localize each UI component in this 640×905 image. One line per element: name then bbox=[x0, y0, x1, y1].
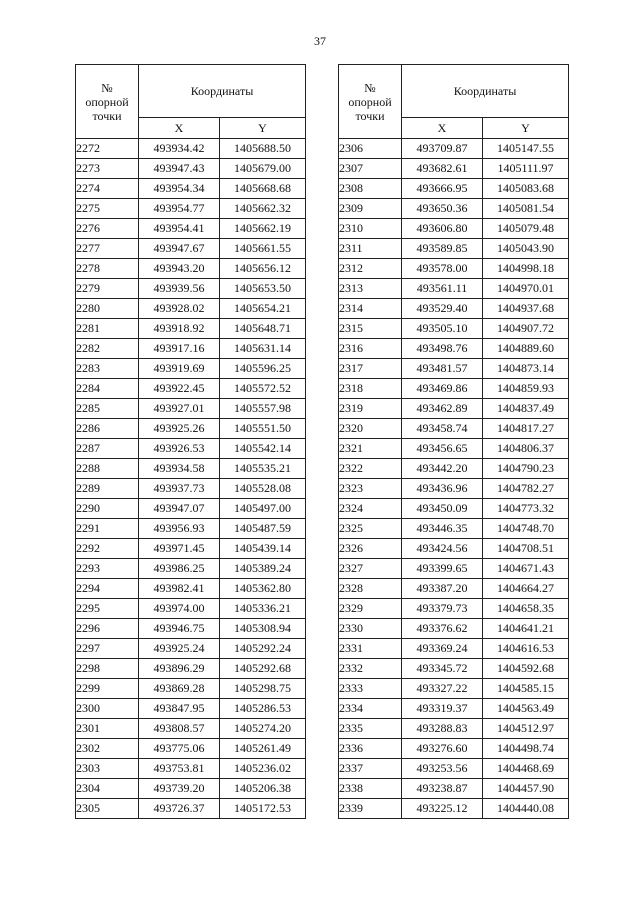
y-coordinate-cell: 1404498.74 bbox=[483, 739, 569, 759]
y-coordinate-cell: 1405648.71 bbox=[220, 319, 306, 339]
point-number-cell: 2298 bbox=[76, 659, 139, 679]
number-sign: № bbox=[101, 80, 113, 95]
y-coordinate-cell: 1405308.94 bbox=[220, 619, 306, 639]
y-coordinate-cell: 1404664.27 bbox=[483, 579, 569, 599]
x-coordinate-cell: 493954.34 bbox=[139, 179, 220, 199]
x-coordinate-cell: 493253.56 bbox=[402, 759, 483, 779]
x-coordinate-cell: 493682.61 bbox=[402, 159, 483, 179]
table-row bbox=[76, 539, 306, 559]
point-number-cell: 2307 bbox=[339, 159, 402, 179]
point-number-cell: 2272 bbox=[76, 139, 139, 159]
x-coordinate-cell: 493927.01 bbox=[139, 399, 220, 419]
y-coordinate-cell: 1405661.55 bbox=[220, 239, 306, 259]
y-coordinate-cell: 1404970.01 bbox=[483, 279, 569, 299]
point-number-cell: 2280 bbox=[76, 299, 139, 319]
table-row bbox=[339, 599, 569, 619]
coordinates-header: Координаты bbox=[139, 65, 306, 118]
x-coordinate-cell: 493896.29 bbox=[139, 659, 220, 679]
table-row bbox=[339, 199, 569, 219]
x-coordinate-cell: 493934.42 bbox=[139, 139, 220, 159]
point-number-cell: 2322 bbox=[339, 459, 402, 479]
y-coordinate-cell: 1405535.21 bbox=[220, 459, 306, 479]
point-number-cell: 2324 bbox=[339, 499, 402, 519]
y-coordinate-cell: 1405336.21 bbox=[220, 599, 306, 619]
table-row bbox=[76, 379, 306, 399]
table-row bbox=[76, 339, 306, 359]
y-coordinate-cell: 1405079.48 bbox=[483, 219, 569, 239]
y-coordinate-cell: 1404817.27 bbox=[483, 419, 569, 439]
x-coordinate-cell: 493442.20 bbox=[402, 459, 483, 479]
y-header: Y bbox=[220, 118, 306, 139]
table-row bbox=[339, 359, 569, 379]
table-row bbox=[76, 619, 306, 639]
y-coordinate-cell: 1405083.68 bbox=[483, 179, 569, 199]
point-number-cell: 2279 bbox=[76, 279, 139, 299]
x-coordinate-cell: 493456.65 bbox=[402, 439, 483, 459]
x-coordinate-cell: 493379.73 bbox=[402, 599, 483, 619]
x-coordinate-cell: 493971.45 bbox=[139, 539, 220, 559]
x-coordinate-cell: 493469.86 bbox=[402, 379, 483, 399]
x-coordinate-cell: 493946.75 bbox=[139, 619, 220, 639]
y-coordinate-cell: 1404937.68 bbox=[483, 299, 569, 319]
x-coordinate-cell: 493589.85 bbox=[402, 239, 483, 259]
x-coordinate-cell: 493847.95 bbox=[139, 699, 220, 719]
x-coordinate-cell: 493869.28 bbox=[139, 679, 220, 699]
table-row bbox=[339, 659, 569, 679]
table-row bbox=[76, 579, 306, 599]
point-number-cell: 2301 bbox=[76, 719, 139, 739]
y-coordinate-cell: 1405497.00 bbox=[220, 499, 306, 519]
x-coordinate-cell: 493919.69 bbox=[139, 359, 220, 379]
point-number-cell: 2308 bbox=[339, 179, 402, 199]
number-sign: № bbox=[364, 80, 376, 95]
x-coordinate-cell: 493578.00 bbox=[402, 259, 483, 279]
x-coordinate-cell: 493606.80 bbox=[402, 219, 483, 239]
x-coordinate-cell: 493925.24 bbox=[139, 639, 220, 659]
point-number-cell: 2335 bbox=[339, 719, 402, 739]
point-number-cell: 2313 bbox=[339, 279, 402, 299]
y-coordinate-cell: 1404563.49 bbox=[483, 699, 569, 719]
point-number-cell: 2295 bbox=[76, 599, 139, 619]
y-coordinate-cell: 1405656.12 bbox=[220, 259, 306, 279]
y-coordinate-cell: 1405292.68 bbox=[220, 659, 306, 679]
point-number-header bbox=[76, 65, 139, 139]
x-coordinate-cell: 493922.45 bbox=[139, 379, 220, 399]
y-coordinate-cell: 1405362.80 bbox=[220, 579, 306, 599]
point-number-cell: 2338 bbox=[339, 779, 402, 799]
point-number-cell: 2315 bbox=[339, 319, 402, 339]
y-coordinate-cell: 1405542.14 bbox=[220, 439, 306, 459]
table-row bbox=[76, 199, 306, 219]
x-coordinate-cell: 493446.35 bbox=[402, 519, 483, 539]
x-coordinate-cell: 493666.95 bbox=[402, 179, 483, 199]
point-number-cell: 2316 bbox=[339, 339, 402, 359]
table-row bbox=[339, 759, 569, 779]
table-row bbox=[76, 159, 306, 179]
y-coordinate-cell: 1405662.19 bbox=[220, 219, 306, 239]
y-coordinate-cell: 1405662.32 bbox=[220, 199, 306, 219]
table-row bbox=[76, 719, 306, 739]
table-row bbox=[76, 779, 306, 799]
point-number-cell: 2311 bbox=[339, 239, 402, 259]
x-coordinate-cell: 493376.62 bbox=[402, 619, 483, 639]
table-row bbox=[339, 139, 569, 159]
y-coordinate-cell: 1404440.08 bbox=[483, 799, 569, 819]
x-coordinate-cell: 493387.20 bbox=[402, 579, 483, 599]
table-row bbox=[76, 419, 306, 439]
point-number-cell: 2330 bbox=[339, 619, 402, 639]
x-coordinate-cell: 493926.53 bbox=[139, 439, 220, 459]
point-number-cell: 2309 bbox=[339, 199, 402, 219]
point-number-cell: 2320 bbox=[339, 419, 402, 439]
y-coordinate-cell: 1405043.90 bbox=[483, 239, 569, 259]
x-coordinate-cell: 493934.58 bbox=[139, 459, 220, 479]
point-number-cell: 2287 bbox=[76, 439, 139, 459]
x-coordinate-cell: 493947.67 bbox=[139, 239, 220, 259]
table-row bbox=[339, 699, 569, 719]
point-number-cell: 2294 bbox=[76, 579, 139, 599]
x-coordinate-cell: 493937.73 bbox=[139, 479, 220, 499]
y-coordinate-cell: 1405551.50 bbox=[220, 419, 306, 439]
y-coordinate-cell: 1405679.00 bbox=[220, 159, 306, 179]
point-number-cell: 2303 bbox=[76, 759, 139, 779]
table-row bbox=[339, 739, 569, 759]
table-row bbox=[339, 499, 569, 519]
point-number-cell: 2327 bbox=[339, 559, 402, 579]
y-coordinate-cell: 1405596.25 bbox=[220, 359, 306, 379]
y-coordinate-cell: 1404671.43 bbox=[483, 559, 569, 579]
x-coordinate-cell: 493947.07 bbox=[139, 499, 220, 519]
x-coordinate-cell: 493739.20 bbox=[139, 779, 220, 799]
y-coordinate-cell: 1404790.23 bbox=[483, 459, 569, 479]
x-coordinate-cell: 493808.57 bbox=[139, 719, 220, 739]
x-coordinate-cell: 493462.89 bbox=[402, 399, 483, 419]
table-row bbox=[76, 259, 306, 279]
y-coordinate-cell: 1404782.27 bbox=[483, 479, 569, 499]
point-number-cell: 2300 bbox=[76, 699, 139, 719]
table-row bbox=[339, 219, 569, 239]
points-word: точки bbox=[92, 108, 122, 123]
table-row bbox=[76, 659, 306, 679]
y-coordinate-cell: 1405439.14 bbox=[220, 539, 306, 559]
table-row bbox=[339, 719, 569, 739]
x-coordinate-cell: 493974.00 bbox=[139, 599, 220, 619]
table-row bbox=[339, 419, 569, 439]
x-coordinate-cell: 493917.16 bbox=[139, 339, 220, 359]
x-coordinate-cell: 493424.56 bbox=[402, 539, 483, 559]
x-coordinate-cell: 493982.41 bbox=[139, 579, 220, 599]
table-row bbox=[76, 399, 306, 419]
y-coordinate-cell: 1405298.75 bbox=[220, 679, 306, 699]
table-row bbox=[339, 159, 569, 179]
point-number-cell: 2334 bbox=[339, 699, 402, 719]
x-coordinate-cell: 493458.74 bbox=[402, 419, 483, 439]
point-number-cell: 2323 bbox=[339, 479, 402, 499]
table-row bbox=[76, 639, 306, 659]
y-coordinate-cell: 1404837.49 bbox=[483, 399, 569, 419]
x-coordinate-cell: 493956.93 bbox=[139, 519, 220, 539]
point-number-cell: 2319 bbox=[339, 399, 402, 419]
x-coordinate-cell: 493369.24 bbox=[402, 639, 483, 659]
table-row bbox=[76, 759, 306, 779]
x-coordinate-cell: 493943.20 bbox=[139, 259, 220, 279]
x-coordinate-cell: 493561.11 bbox=[402, 279, 483, 299]
x-coordinate-cell: 493319.37 bbox=[402, 699, 483, 719]
x-coordinate-cell: 493726.37 bbox=[139, 799, 220, 819]
table-row bbox=[76, 599, 306, 619]
coordinates-table-right bbox=[338, 64, 569, 819]
table-row bbox=[76, 519, 306, 539]
x-coordinate-cell: 493753.81 bbox=[139, 759, 220, 779]
table-row bbox=[76, 479, 306, 499]
points-word: точки bbox=[355, 108, 385, 123]
point-number-cell: 2283 bbox=[76, 359, 139, 379]
y-coordinate-cell: 1404806.37 bbox=[483, 439, 569, 459]
point-number-cell: 2291 bbox=[76, 519, 139, 539]
point-number-cell: 2296 bbox=[76, 619, 139, 639]
table-row bbox=[339, 619, 569, 639]
point-number-cell: 2282 bbox=[76, 339, 139, 359]
table-row bbox=[76, 219, 306, 239]
point-number-cell: 2286 bbox=[76, 419, 139, 439]
y-coordinate-cell: 1404457.90 bbox=[483, 779, 569, 799]
coordinates-table-left bbox=[75, 64, 306, 819]
point-number-cell: 2288 bbox=[76, 459, 139, 479]
x-coordinate-cell: 493947.43 bbox=[139, 159, 220, 179]
x-coordinate-cell: 493939.56 bbox=[139, 279, 220, 299]
table-row bbox=[76, 739, 306, 759]
point-number-cell: 2333 bbox=[339, 679, 402, 699]
table-row bbox=[76, 279, 306, 299]
point-number-cell: 2290 bbox=[76, 499, 139, 519]
y-coordinate-cell: 1405389.24 bbox=[220, 559, 306, 579]
y-coordinate-cell: 1405487.59 bbox=[220, 519, 306, 539]
point-number-cell: 2306 bbox=[339, 139, 402, 159]
point-number-cell: 2310 bbox=[339, 219, 402, 239]
table-row bbox=[339, 579, 569, 599]
x-coordinate-cell: 493709.87 bbox=[402, 139, 483, 159]
y-coordinate-cell: 1404592.68 bbox=[483, 659, 569, 679]
y-coordinate-cell: 1405631.14 bbox=[220, 339, 306, 359]
x-coordinate-cell: 493276.60 bbox=[402, 739, 483, 759]
point-number-cell: 2289 bbox=[76, 479, 139, 499]
x-coordinate-cell: 493529.40 bbox=[402, 299, 483, 319]
point-number-cell: 2293 bbox=[76, 559, 139, 579]
point-number-cell: 2277 bbox=[76, 239, 139, 259]
x-coordinate-cell: 493481.57 bbox=[402, 359, 483, 379]
table-row bbox=[339, 399, 569, 419]
point-number-cell: 2281 bbox=[76, 319, 139, 339]
table-row bbox=[339, 799, 569, 819]
point-number-cell: 2321 bbox=[339, 439, 402, 459]
x-coordinate-cell: 493986.25 bbox=[139, 559, 220, 579]
point-number-cell: 2302 bbox=[76, 739, 139, 759]
table-row bbox=[76, 799, 306, 819]
table-row bbox=[76, 499, 306, 519]
table-row bbox=[339, 519, 569, 539]
point-number-cell: 2275 bbox=[76, 199, 139, 219]
table-row bbox=[339, 559, 569, 579]
x-coordinate-cell: 493238.87 bbox=[402, 779, 483, 799]
point-number-cell: 2314 bbox=[339, 299, 402, 319]
x-coordinate-cell: 493505.10 bbox=[402, 319, 483, 339]
table-row bbox=[339, 439, 569, 459]
x-header: X bbox=[139, 118, 220, 139]
y-coordinate-cell: 1405147.55 bbox=[483, 139, 569, 159]
y-coordinate-cell: 1405668.68 bbox=[220, 179, 306, 199]
point-number-cell: 2317 bbox=[339, 359, 402, 379]
x-coordinate-cell: 493288.83 bbox=[402, 719, 483, 739]
table-row bbox=[76, 439, 306, 459]
y-coordinate-cell: 1404658.35 bbox=[483, 599, 569, 619]
point-number-cell: 2325 bbox=[339, 519, 402, 539]
table-row bbox=[339, 479, 569, 499]
x-coordinate-cell: 493925.26 bbox=[139, 419, 220, 439]
table-row bbox=[339, 239, 569, 259]
y-coordinate-cell: 1404512.97 bbox=[483, 719, 569, 739]
x-coordinate-cell: 493225.12 bbox=[402, 799, 483, 819]
x-coordinate-cell: 493498.76 bbox=[402, 339, 483, 359]
y-coordinate-cell: 1405286.53 bbox=[220, 699, 306, 719]
table-row bbox=[339, 539, 569, 559]
y-coordinate-cell: 1405557.98 bbox=[220, 399, 306, 419]
x-coordinate-cell: 493436.96 bbox=[402, 479, 483, 499]
y-coordinate-cell: 1405206.38 bbox=[220, 779, 306, 799]
x-coordinate-cell: 493954.77 bbox=[139, 199, 220, 219]
coordinates-header: Координаты bbox=[402, 65, 569, 118]
table-row bbox=[76, 679, 306, 699]
y-coordinate-cell: 1404708.51 bbox=[483, 539, 569, 559]
point-word: опорной bbox=[348, 94, 392, 109]
point-number-cell: 2304 bbox=[76, 779, 139, 799]
table-row bbox=[76, 559, 306, 579]
x-coordinate-cell: 493327.22 bbox=[402, 679, 483, 699]
point-number-cell: 2337 bbox=[339, 759, 402, 779]
point-number-cell: 2278 bbox=[76, 259, 139, 279]
point-number-cell: 2332 bbox=[339, 659, 402, 679]
page-number: 37 bbox=[314, 34, 326, 48]
table-row bbox=[339, 679, 569, 699]
point-number-cell: 2299 bbox=[76, 679, 139, 699]
point-number-cell: 2329 bbox=[339, 599, 402, 619]
x-coordinate-cell: 493928.02 bbox=[139, 299, 220, 319]
table-row bbox=[339, 279, 569, 299]
table-row bbox=[76, 459, 306, 479]
table-row bbox=[339, 459, 569, 479]
x-coordinate-cell: 493345.72 bbox=[402, 659, 483, 679]
y-coordinate-cell: 1405572.52 bbox=[220, 379, 306, 399]
y-coordinate-cell: 1405653.50 bbox=[220, 279, 306, 299]
table-row bbox=[339, 299, 569, 319]
x-coordinate-cell: 493650.36 bbox=[402, 199, 483, 219]
y-coordinate-cell: 1404859.93 bbox=[483, 379, 569, 399]
table-row bbox=[339, 259, 569, 279]
table-row bbox=[339, 779, 569, 799]
y-coordinate-cell: 1404889.60 bbox=[483, 339, 569, 359]
table-row bbox=[76, 239, 306, 259]
x-coordinate-cell: 493450.09 bbox=[402, 499, 483, 519]
table-row bbox=[76, 359, 306, 379]
y-coordinate-cell: 1404616.53 bbox=[483, 639, 569, 659]
table-row bbox=[76, 299, 306, 319]
point-number-cell: 2305 bbox=[76, 799, 139, 819]
y-coordinate-cell: 1405688.50 bbox=[220, 139, 306, 159]
point-number-cell: 2276 bbox=[76, 219, 139, 239]
point-number-cell: 2297 bbox=[76, 639, 139, 659]
table-row bbox=[76, 179, 306, 199]
y-coordinate-cell: 1404748.70 bbox=[483, 519, 569, 539]
point-word: опорной bbox=[85, 94, 129, 109]
y-coordinate-cell: 1404773.32 bbox=[483, 499, 569, 519]
point-number-header bbox=[339, 65, 402, 139]
point-number-cell: 2331 bbox=[339, 639, 402, 659]
table-row bbox=[76, 699, 306, 719]
table-row bbox=[76, 319, 306, 339]
y-coordinate-cell: 1404641.21 bbox=[483, 619, 569, 639]
x-header: X bbox=[402, 118, 483, 139]
y-coordinate-cell: 1405292.24 bbox=[220, 639, 306, 659]
table-row bbox=[339, 339, 569, 359]
x-coordinate-cell: 493918.92 bbox=[139, 319, 220, 339]
table-row bbox=[339, 639, 569, 659]
y-coordinate-cell: 1405654.21 bbox=[220, 299, 306, 319]
table-row bbox=[76, 139, 306, 159]
y-header: Y bbox=[483, 118, 569, 139]
y-coordinate-cell: 1405261.49 bbox=[220, 739, 306, 759]
point-number-cell: 2274 bbox=[76, 179, 139, 199]
point-number-cell: 2326 bbox=[339, 539, 402, 559]
point-number-cell: 2292 bbox=[76, 539, 139, 559]
point-number-cell: 2284 bbox=[76, 379, 139, 399]
point-number-cell: 2339 bbox=[339, 799, 402, 819]
x-coordinate-cell: 493775.06 bbox=[139, 739, 220, 759]
y-coordinate-cell: 1404998.18 bbox=[483, 259, 569, 279]
y-coordinate-cell: 1405528.08 bbox=[220, 479, 306, 499]
point-number-cell: 2285 bbox=[76, 399, 139, 419]
point-number-cell: 2273 bbox=[76, 159, 139, 179]
x-coordinate-cell: 493954.41 bbox=[139, 219, 220, 239]
y-coordinate-cell: 1405274.20 bbox=[220, 719, 306, 739]
point-number-cell: 2318 bbox=[339, 379, 402, 399]
point-number-cell: 2336 bbox=[339, 739, 402, 759]
y-coordinate-cell: 1405172.53 bbox=[220, 799, 306, 819]
y-coordinate-cell: 1404468.69 bbox=[483, 759, 569, 779]
y-coordinate-cell: 1404585.15 bbox=[483, 679, 569, 699]
point-number-cell: 2328 bbox=[339, 579, 402, 599]
table-row bbox=[339, 319, 569, 339]
point-number-cell: 2312 bbox=[339, 259, 402, 279]
table-row bbox=[339, 179, 569, 199]
table-row bbox=[339, 379, 569, 399]
y-coordinate-cell: 1405111.97 bbox=[483, 159, 569, 179]
y-coordinate-cell: 1405081.54 bbox=[483, 199, 569, 219]
y-coordinate-cell: 1404907.72 bbox=[483, 319, 569, 339]
y-coordinate-cell: 1404873.14 bbox=[483, 359, 569, 379]
x-coordinate-cell: 493399.65 bbox=[402, 559, 483, 579]
y-coordinate-cell: 1405236.02 bbox=[220, 759, 306, 779]
